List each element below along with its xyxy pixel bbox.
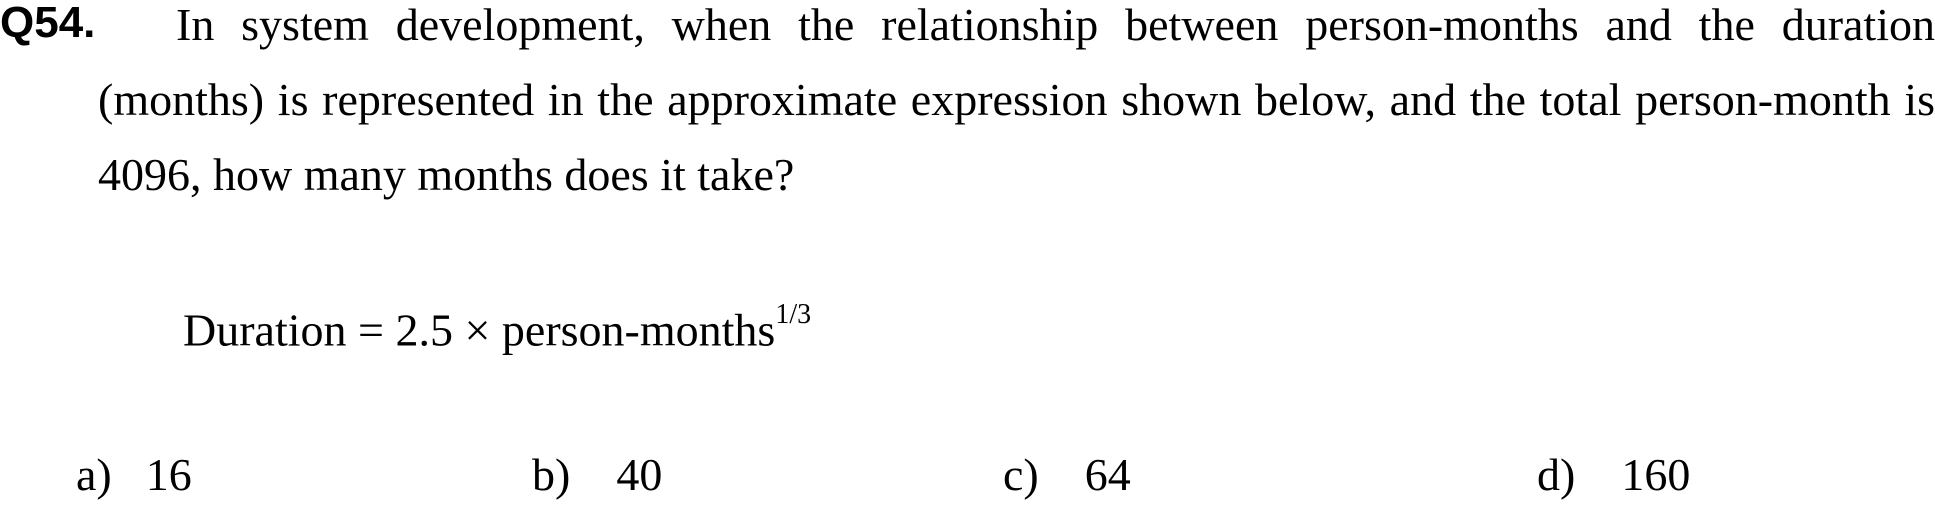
option-letter: c) (1003, 449, 1039, 500)
formula-exponent: 1/3 (775, 299, 812, 330)
option-value: 160 (1621, 449, 1691, 500)
option-value: 64 (1084, 449, 1131, 500)
option-d[interactable] (1537, 445, 1690, 505)
option-a[interactable] (76, 445, 192, 505)
option-value: 40 (616, 449, 663, 500)
option-letter: b) (532, 449, 571, 500)
option-c[interactable] (1003, 445, 1131, 505)
option-letter: a) (76, 449, 112, 500)
formula (183, 286, 811, 365)
option-letter: d) (1537, 449, 1576, 500)
question-number: Q54. (0, 0, 96, 47)
formula-base: Duration = 2.5 × person-months (183, 304, 776, 356)
question-text: In system development, when the relationship between person-months and the duration (months) is represented in the approximate expression shown below, and the total person-month is 4096, how many months does it take? (98, 0, 1935, 200)
option-b[interactable] (532, 445, 662, 505)
option-value: 16 (145, 449, 192, 500)
